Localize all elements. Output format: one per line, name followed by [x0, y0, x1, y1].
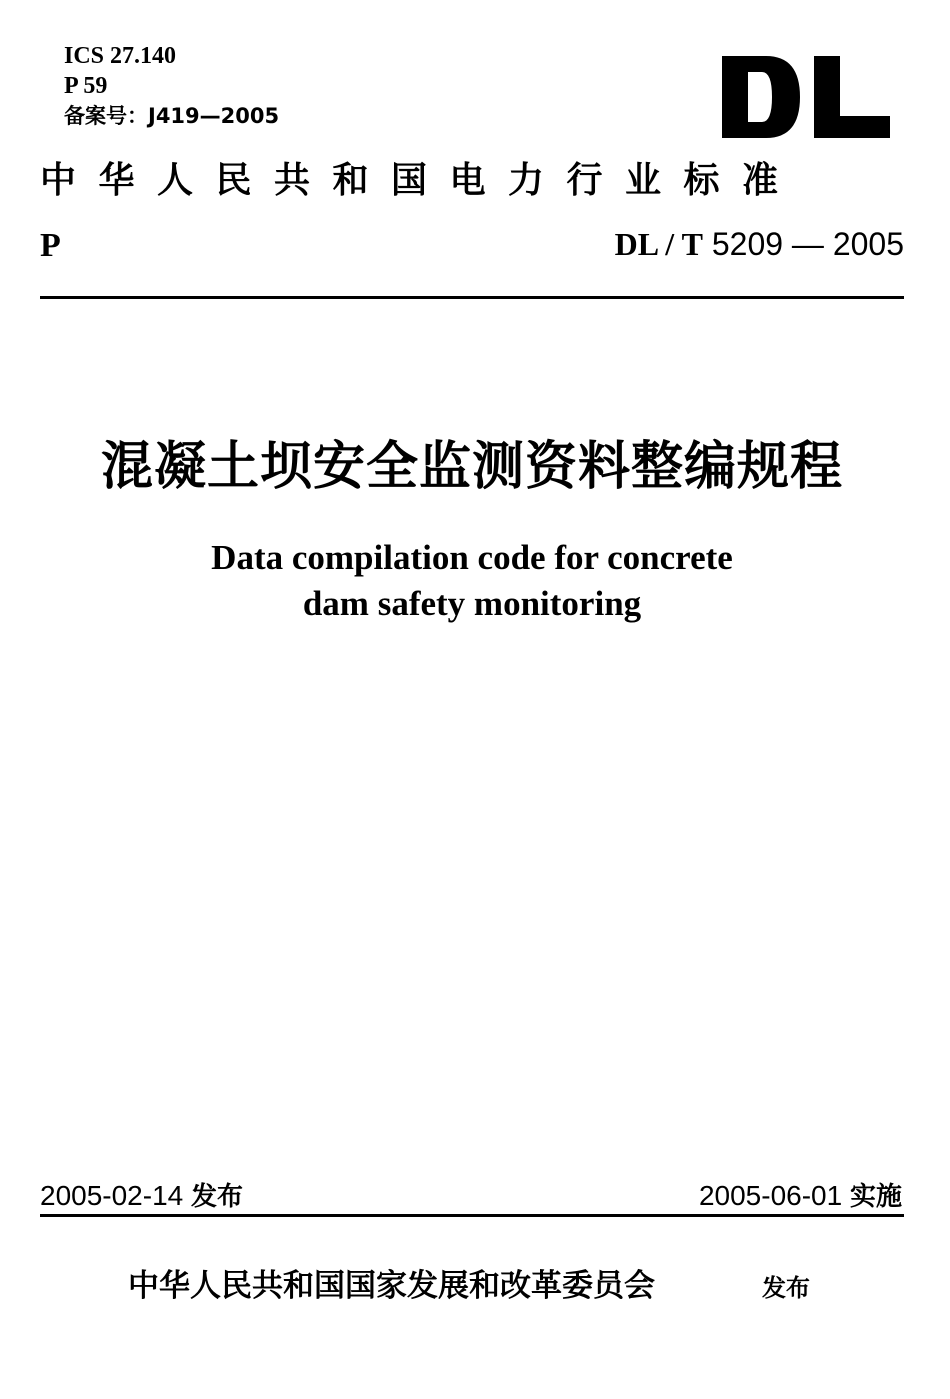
document-title-en-line1: Data compilation code for concrete: [211, 538, 733, 577]
issue-date: [40, 1178, 243, 1215]
filing-number: 备案号：J419—2005: [64, 104, 280, 128]
industry-standard-title: 中华人民共和国电力行业标准: [40, 159, 801, 201]
effective-date: [699, 1178, 902, 1215]
document-title-zh: 混凝土坝安全监测资料整编规程: [100, 437, 843, 497]
footer-divider: [40, 1214, 904, 1217]
effective-date-value: 2005-06-01: [698, 1180, 843, 1211]
issuing-authority: 中华人民共和国国家发展和改革委员会: [128, 1268, 655, 1304]
issue-date-value: 2005-02-14: [40, 1180, 184, 1211]
effective-label: 实施: [849, 1182, 902, 1212]
ics-code: ICS 27.140: [64, 43, 177, 69]
classification-code: P 59: [64, 73, 108, 99]
document-title-en-line2: dam safety monitoring: [302, 584, 642, 623]
issuing-action: 发布: [762, 1273, 810, 1302]
standard-code: DL / T: [614, 226, 703, 262]
dl-logo: [722, 56, 892, 138]
classification-letter: P: [40, 227, 61, 264]
issue-label: 发布: [191, 1182, 244, 1212]
standard-number: [615, 224, 904, 264]
header-divider: [40, 296, 904, 299]
standard-number-value: 5209 — 2005: [711, 226, 904, 262]
